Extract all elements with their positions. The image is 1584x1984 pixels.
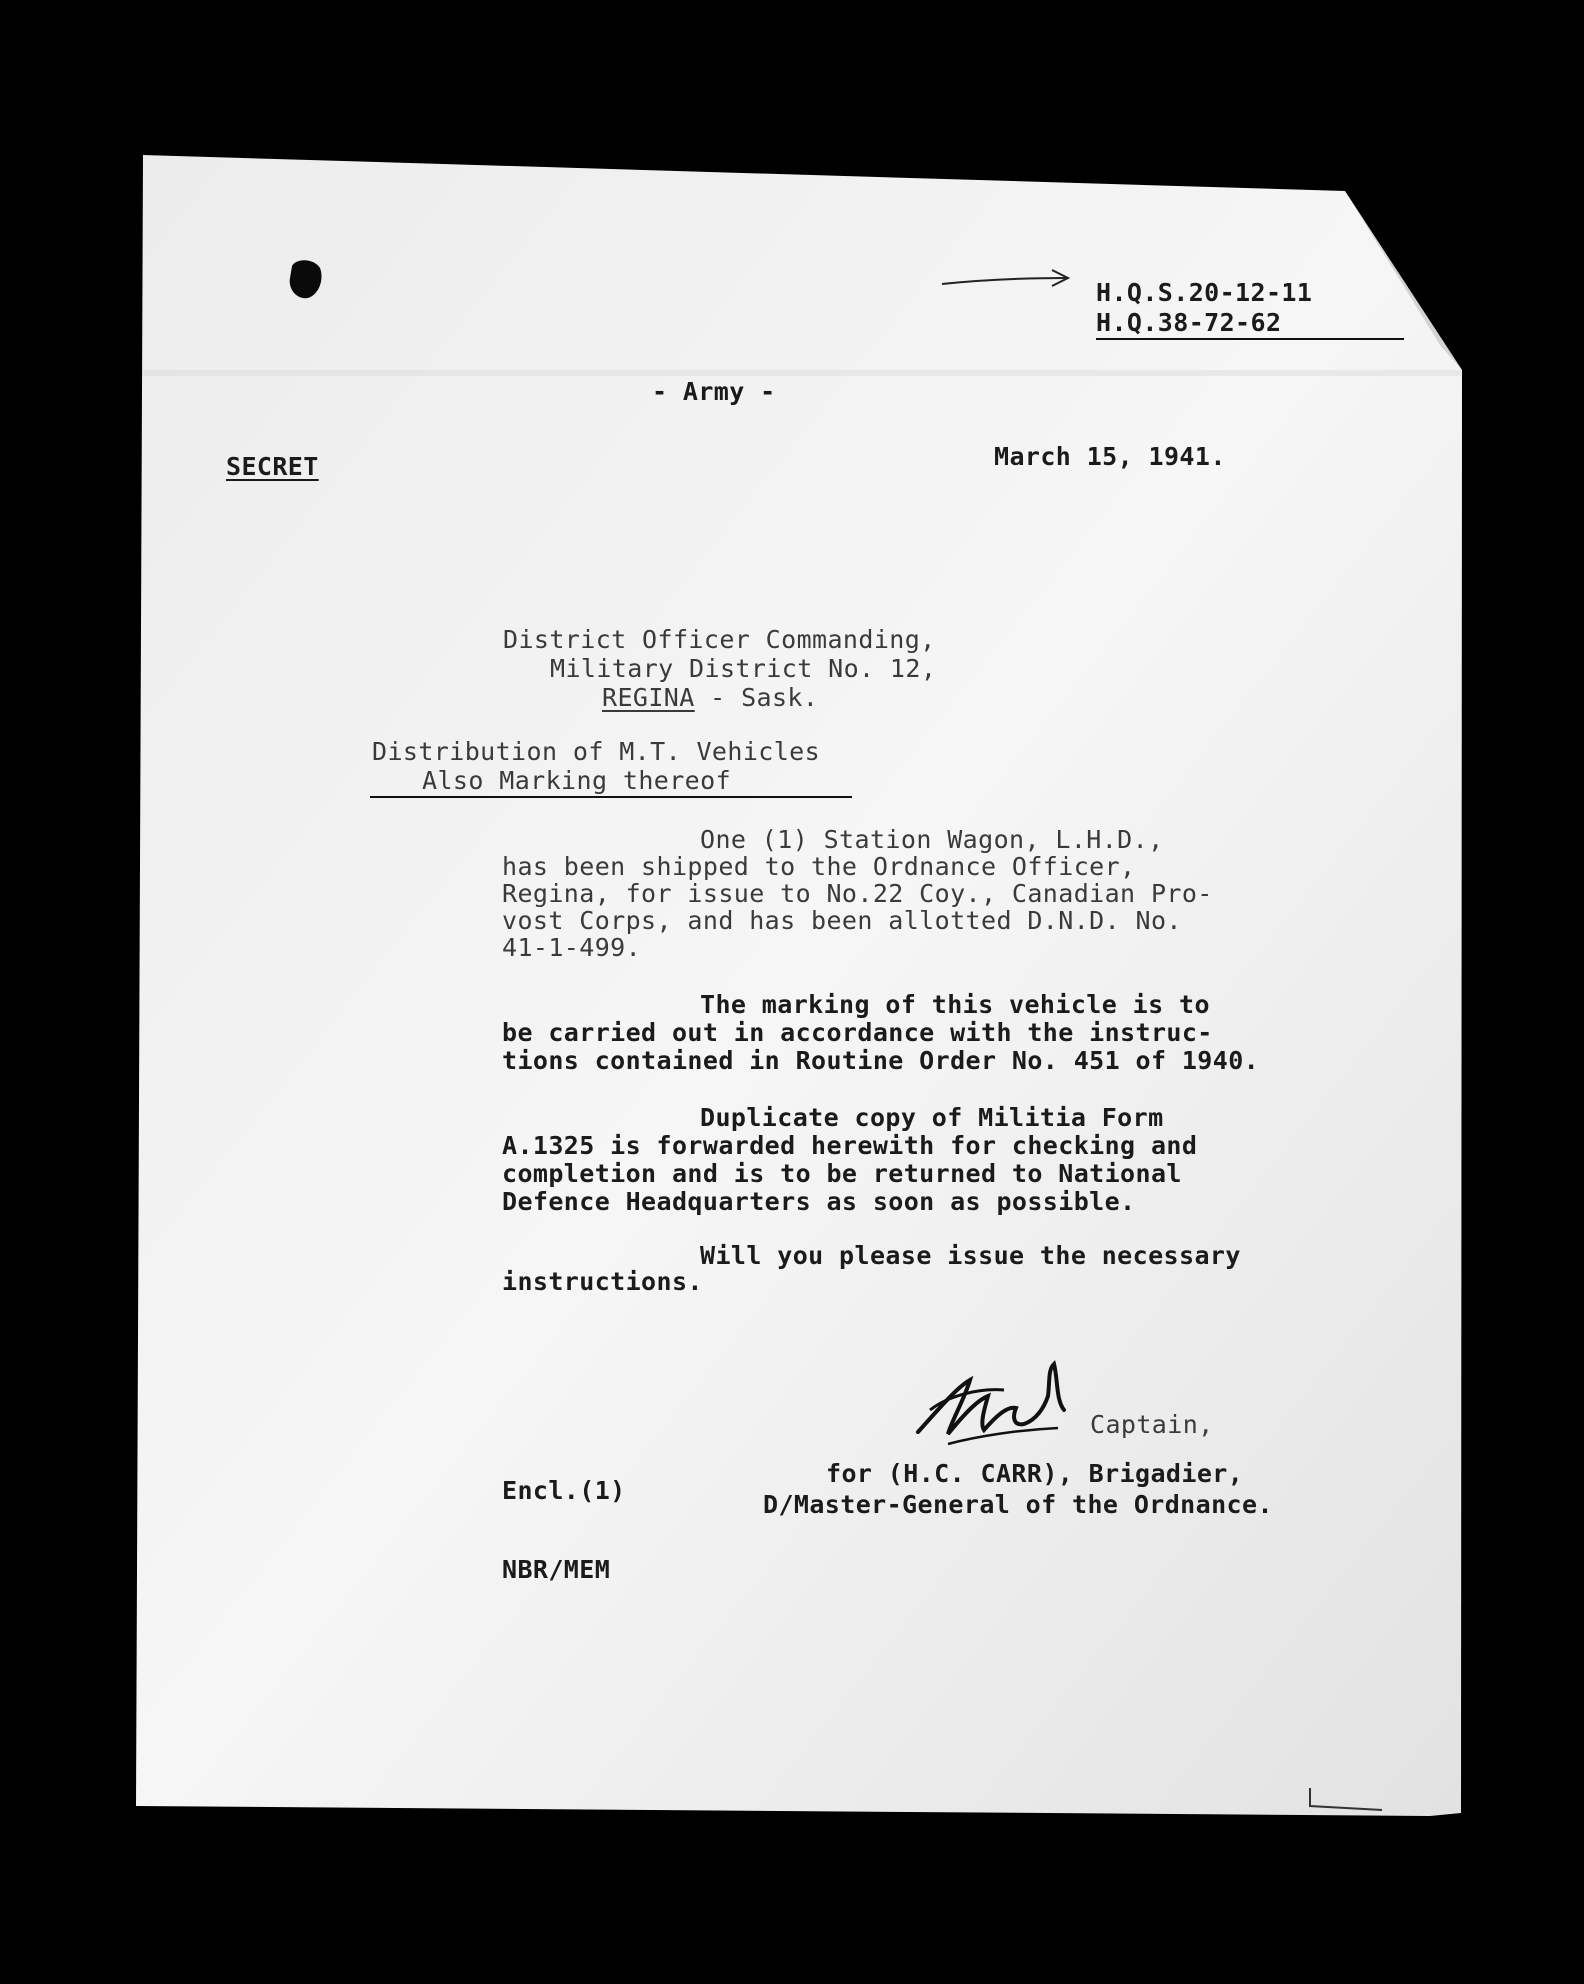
service-heading: - Army - (652, 377, 776, 406)
addressee-line-2: Military District No. 12, (550, 654, 937, 683)
typist-initials: NBR/MEM (502, 1555, 611, 1584)
signatory-for-line: for (H.C. CARR), Brigadier, (826, 1459, 1244, 1488)
enclosure-note: Encl.(1) (502, 1476, 626, 1505)
file-ref-2: H.Q.38-72-62 (1096, 308, 1282, 337)
classification-label: SECRET (226, 452, 319, 481)
punch-hole-mark (286, 258, 326, 302)
signatory-rank: Captain, (1090, 1410, 1214, 1439)
corner-mark (1306, 1786, 1386, 1816)
file-ref-1: H.Q.S.20-12-11 (1096, 278, 1313, 307)
document-scan: H.Q.S.20-12-11 H.Q.38-72-62 - Army - SECRET March 15, 1941. District Officer Commanding, Military District No. 12, REGINA - Sask. Distribution of M.T. Vehicles Also Marking thereof One (1) Station Wagon, L.H.D., has been shipped to the Ordnance Officer, Regina, for issue to No.22 Coy., Canadian Pro- vost Corps, and has been allotted D.N.D. No. 41-1-499. The marking of this vehicle is to be carried out in accordance with the instruc- tions contained in Routine Order No. 451 of 1940. Duplicate copy of Militia Form A.1325 is forwarded herewith for checking and completion and is to be returned to National Defence Headquarters as soon as possible. Will you please issue the necessary instructions. Captain, for (H.C. CARR), Brigadier, D/Master-General of the Ordnance. Encl.(1) NBR/MEM (0, 0, 1584, 1984)
addressee-line-3: REGINA - Sask. (602, 683, 819, 712)
arrow-icon (940, 264, 1080, 292)
subject-line-1: Distribution of M.T. Vehicles (372, 737, 821, 766)
handwritten-signature (908, 1350, 1078, 1450)
addressee-line-1: District Officer Commanding, (503, 625, 936, 654)
file-ref-underline (1096, 338, 1404, 340)
letter-date: March 15, 1941. (994, 442, 1226, 471)
signatory-title: D/Master-General of the Ordnance. (763, 1490, 1273, 1519)
subject-underline (370, 796, 852, 798)
subject-line-2: Also Marking thereof (422, 766, 732, 795)
